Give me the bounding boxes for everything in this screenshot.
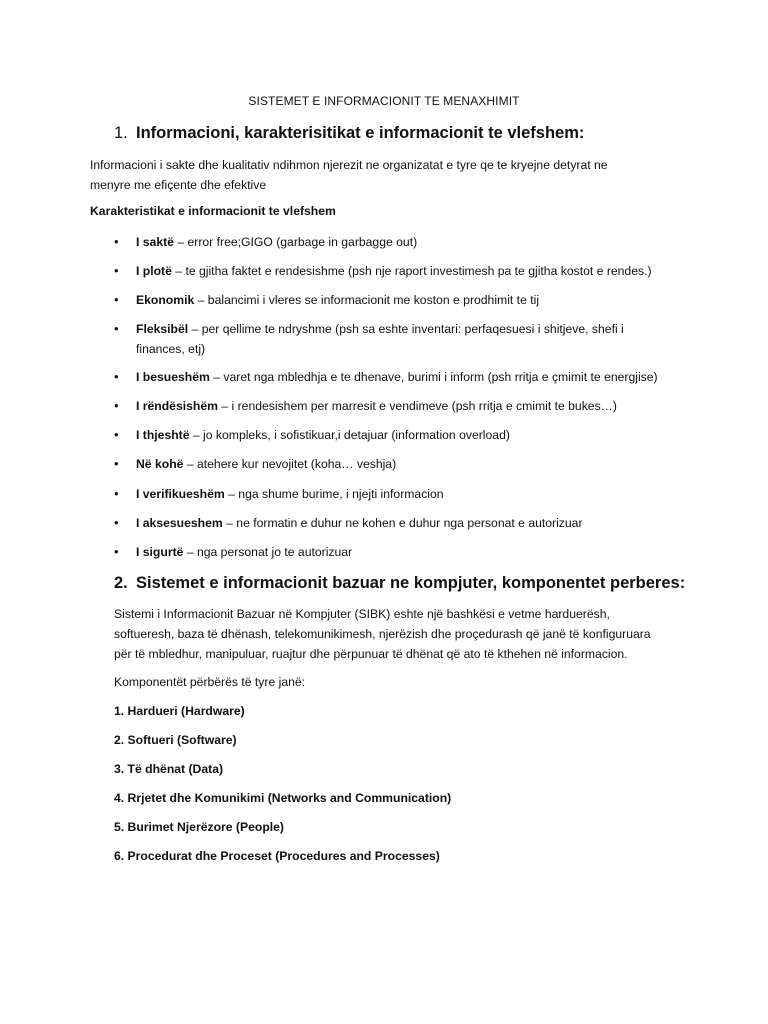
bullet-desc: – te gjitha faktet e rendesishme (psh nje raport investimesh pa te gjitha kostot e rendes.) xyxy=(171,264,652,278)
section-2-paragraph xyxy=(114,604,651,664)
bullet-term: I plotë xyxy=(136,264,172,278)
list-item xyxy=(114,290,674,310)
bullet-term: I besueshëm xyxy=(136,370,210,384)
component-item: 6. Procedurat dhe Proceset (Procedures and Processes) xyxy=(114,849,440,863)
section-2-paragraph-line-3: për të mbledhur, manipuluar, ruajtur dhe përpunuar të dhënat që ato të kthehen në informacion. xyxy=(114,647,628,661)
bullet-icon: • xyxy=(114,486,119,501)
document-title: SISTEMET E INFORMACIONIT TE MENAXHIMIT xyxy=(248,94,520,108)
bullet-desc: – varet nga mbledhja e te dhenave, burimi i inform (psh rritja e çmimit te energjise) xyxy=(209,370,658,384)
bullet-desc: – i rendesishem per marresit e vendimeve (psh rritja e cmimit te bukes…) xyxy=(217,399,617,413)
list-item xyxy=(114,513,674,533)
component-item: 1. Hardueri (Hardware) xyxy=(114,704,245,718)
list-item xyxy=(114,367,674,387)
section-2-heading xyxy=(114,574,685,593)
bullet-desc: – nga personat jo te autorizuar xyxy=(183,545,353,559)
section-1-subheading: Karakteristikat e informacionit te vlefshem xyxy=(90,204,336,218)
bullet-icon: • xyxy=(114,544,119,559)
bullet-term: Fleksibël xyxy=(136,322,189,336)
list-item xyxy=(114,319,654,359)
list-item xyxy=(114,542,674,562)
bullet-icon: • xyxy=(114,292,119,307)
bullet-desc: – per qellime te ndryshme (psh sa eshte inventari: perfaqesuesi i shitjeve, shefi i finances, etj) xyxy=(136,322,624,356)
section-2-paragraph-line-1: Sistemi i Informacionit Bazuar në Kompjuter (SIBK) eshte një bashkësi e vetme harduerësh, xyxy=(114,607,610,621)
bullet-term: I verifikueshëm xyxy=(136,487,225,501)
list-item xyxy=(114,425,674,445)
section-1-number: 1. xyxy=(114,124,128,142)
section-2-number: 2. xyxy=(114,574,128,592)
bullet-term: I aksesueshem xyxy=(136,516,223,530)
bullet-desc: – nga shume burime, i njejti informacion xyxy=(224,487,444,501)
components-intro: Komponentët përbërës të tyre janë: xyxy=(114,675,306,689)
section-1-intro-line-1: Informacioni i sakte dhe kualitativ ndihmon njerezit ne organizatat e tyre qe te kryejne detyrat ne xyxy=(90,158,608,172)
list-item xyxy=(114,396,674,416)
component-item: 4. Rrjetet dhe Komunikimi (Networks and Communication) xyxy=(114,791,452,805)
list-item xyxy=(114,261,674,281)
component-item: 3. Të dhënat (Data) xyxy=(114,762,224,776)
bullet-icon: • xyxy=(114,427,119,442)
section-1-intro xyxy=(90,155,608,195)
bullet-term: Ekonomik xyxy=(136,293,195,307)
section-2-heading-text: Sistemet e informacionit bazuar ne kompjuter, komponentet perberes: xyxy=(136,574,686,592)
bullet-term: I sigurtë xyxy=(136,545,184,559)
section-1-heading xyxy=(114,124,584,143)
bullet-icon: • xyxy=(114,263,119,278)
bullet-desc: – jo kompleks, i sofistikuar,i detajuar (information overload) xyxy=(189,428,510,442)
bullet-desc: – atehere kur nevojitet (koha… veshja) xyxy=(183,457,397,471)
bullet-desc: – ne formatin e duhur ne kohen e duhur nga personat e autorizuar xyxy=(222,516,583,530)
list-item xyxy=(114,454,674,474)
bullet-icon: • xyxy=(114,234,119,249)
bullet-icon: • xyxy=(114,321,119,336)
bullet-desc: – balancimi i vleres se informacionit me koston e prodhimit te tij xyxy=(194,293,540,307)
bullet-icon: • xyxy=(114,369,119,384)
list-item xyxy=(114,484,674,504)
component-item: 2. Softueri (Software) xyxy=(114,733,237,747)
bullet-desc: – error free;GIGO (garbage in garbagge out) xyxy=(173,235,418,249)
section-2-paragraph-line-2: softueresh, baza të dhënash, telekomunikimesh, njerëzish dhe proçedurash që janë të konfiguruara xyxy=(114,627,651,641)
bullet-term: I saktë xyxy=(136,235,174,249)
bullet-icon: • xyxy=(114,398,119,413)
component-item: 5. Burimet Njerëzore (People) xyxy=(114,820,284,834)
section-1-intro-line-2: menyre me efiçente dhe efektive xyxy=(90,178,267,192)
bullet-term: I thjeshtë xyxy=(136,428,190,442)
bullet-icon: • xyxy=(114,515,119,530)
bullet-icon: • xyxy=(114,456,119,471)
list-item xyxy=(114,232,674,252)
section-1-heading-text: Informacioni, karakterisitikat e informacionit te vlefshem xyxy=(136,124,579,142)
bullet-term: Në kohë xyxy=(136,457,184,471)
section-1-heading-suffix: : xyxy=(578,124,585,142)
bullet-term: I rëndësishëm xyxy=(136,399,218,413)
